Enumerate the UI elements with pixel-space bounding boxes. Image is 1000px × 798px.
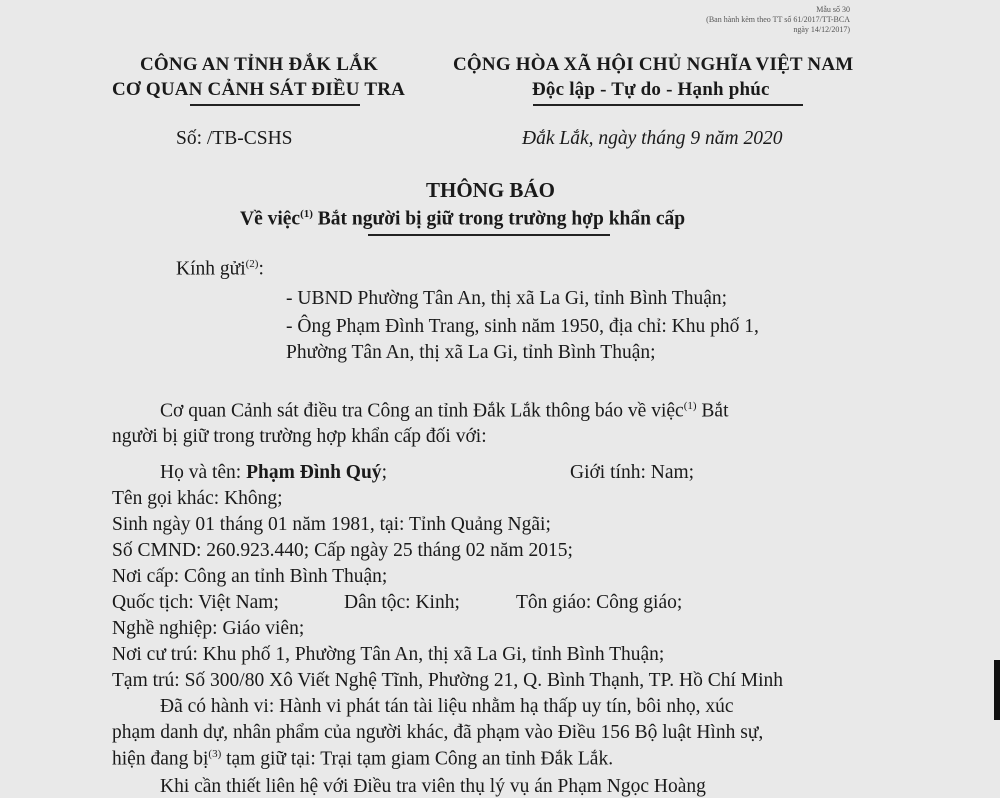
person-temp-residence: Tạm trú: Số 300/80 Xô Viết Nghệ Tĩnh, Phường 21, Q. Bình Thạnh, TP. Hồ Chí Minh (112, 670, 783, 691)
national-motto: Độc lập - Tự do - Hạnh phúc (532, 79, 770, 100)
acts-line: Đã có hành vi: Hành vi phát tán tài liệu nhằm hạ thấp uy tín, bôi nhọ, xúc (160, 696, 734, 717)
motto-underline (533, 104, 803, 106)
contact-line: Khi cần thiết liên hệ với Điều tra viên thụ lý vụ án Phạm Ngọc Hoàng (160, 776, 706, 797)
person-name: Phạm Đình Quý (246, 462, 382, 483)
scan-edge (994, 660, 1000, 720)
acts-text: hiện đang bị (112, 748, 209, 770)
nation-name: CỘNG HÒA XÃ HỘI CHỦ NGHĨA VIỆT NAM (453, 54, 854, 75)
acts-line (112, 748, 613, 771)
person-ethnicity: Dân tộc: Kinh; (344, 592, 460, 613)
footnote-mark: (1) (300, 208, 313, 220)
person-alias: Tên gọi khác: Không; (112, 488, 283, 509)
recipient-line: - UBND Phường Tân An, thị xã La Gi, tỉnh Bình Thuận; (286, 288, 728, 309)
person-occupation: Nghề nghiệp: Giáo viên; (112, 618, 305, 639)
document-title: THÔNG BÁO (426, 178, 555, 202)
person-issued-by: Nơi cấp: Công an tỉnh Bình Thuận; (112, 566, 388, 587)
unit-name: CƠ QUAN CẢNH SÁT ĐIỀU TRA (112, 79, 406, 100)
recipient-line: - Ông Phạm Đình Trang, sinh năm 1950, địa chỉ: Khu phố 1, (286, 316, 759, 337)
acts-text: tạm giữ tại: Trại tạm giam Công an tỉnh Đắk Lắk. (226, 748, 614, 770)
subject-underline (368, 234, 610, 236)
intro-line (160, 400, 729, 423)
unit-underline (190, 104, 360, 106)
recipient-label (176, 258, 264, 281)
place-date: Đắk Lắk, ngày tháng 9 năm 2020 (522, 128, 783, 149)
person-nationality: Quốc tịch: Việt Nam; (112, 592, 279, 613)
acts-line: phạm danh dự, nhân phẩm của người khác, đã phạm vào Điều 156 Bộ luật Hình sự, (112, 722, 764, 743)
person-gender: Giới tính: Nam; (570, 462, 695, 483)
recipient-line: Phường Tân An, thị xã La Gi, tỉnh Bình Thuận; (286, 342, 656, 363)
form-note-line: ngày 14/12/2017) (793, 25, 850, 34)
person-id-card: Số CMND: 260.923.440; Cấp ngày 25 tháng 02 năm 2015; (112, 540, 573, 561)
name-end: ; (381, 462, 387, 483)
intro-line: người bị giữ trong trường hợp khẩn cấp đối với: (112, 426, 487, 447)
footnote-mark: (2) (245, 258, 259, 270)
form-note-line: Mẫu số 30 (816, 5, 850, 14)
document-subject (240, 208, 685, 231)
recipient-label-colon: : (258, 258, 264, 280)
person-birth: Sinh ngày 01 tháng 01 năm 1981, tại: Tỉnh Quảng Ngãi; (112, 514, 551, 535)
footnote-mark: (1) (683, 400, 697, 412)
footnote-mark: (3) (208, 748, 222, 760)
name-label: Họ và tên: (160, 462, 242, 483)
subject-text: Bắt người bị giữ trong trường hợp khẩn cấp (317, 208, 686, 230)
subject-prefix: Về việc (240, 208, 301, 230)
intro-text: Bắt (701, 400, 729, 422)
form-note (706, 5, 850, 35)
person-name-line (160, 462, 387, 484)
document-number: Số: /TB-CSHS (176, 128, 293, 149)
form-note-line: (Ban hành kèm theo TT số 61/2017/TT-BCA (706, 15, 850, 24)
person-residence: Nơi cư trú: Khu phố 1, Phường Tân An, thị xã La Gi, tỉnh Bình Thuận; (112, 644, 665, 665)
recipient-label-text: Kính gửi (176, 258, 246, 280)
person-religion: Tôn giáo: Công giáo; (516, 592, 683, 613)
agency-name: CÔNG AN TỈNH ĐẮK LẮK (140, 54, 379, 75)
intro-text: Cơ quan Cảnh sát điều tra Công an tỉnh Đắk Lắk thông báo về việc (160, 400, 684, 422)
